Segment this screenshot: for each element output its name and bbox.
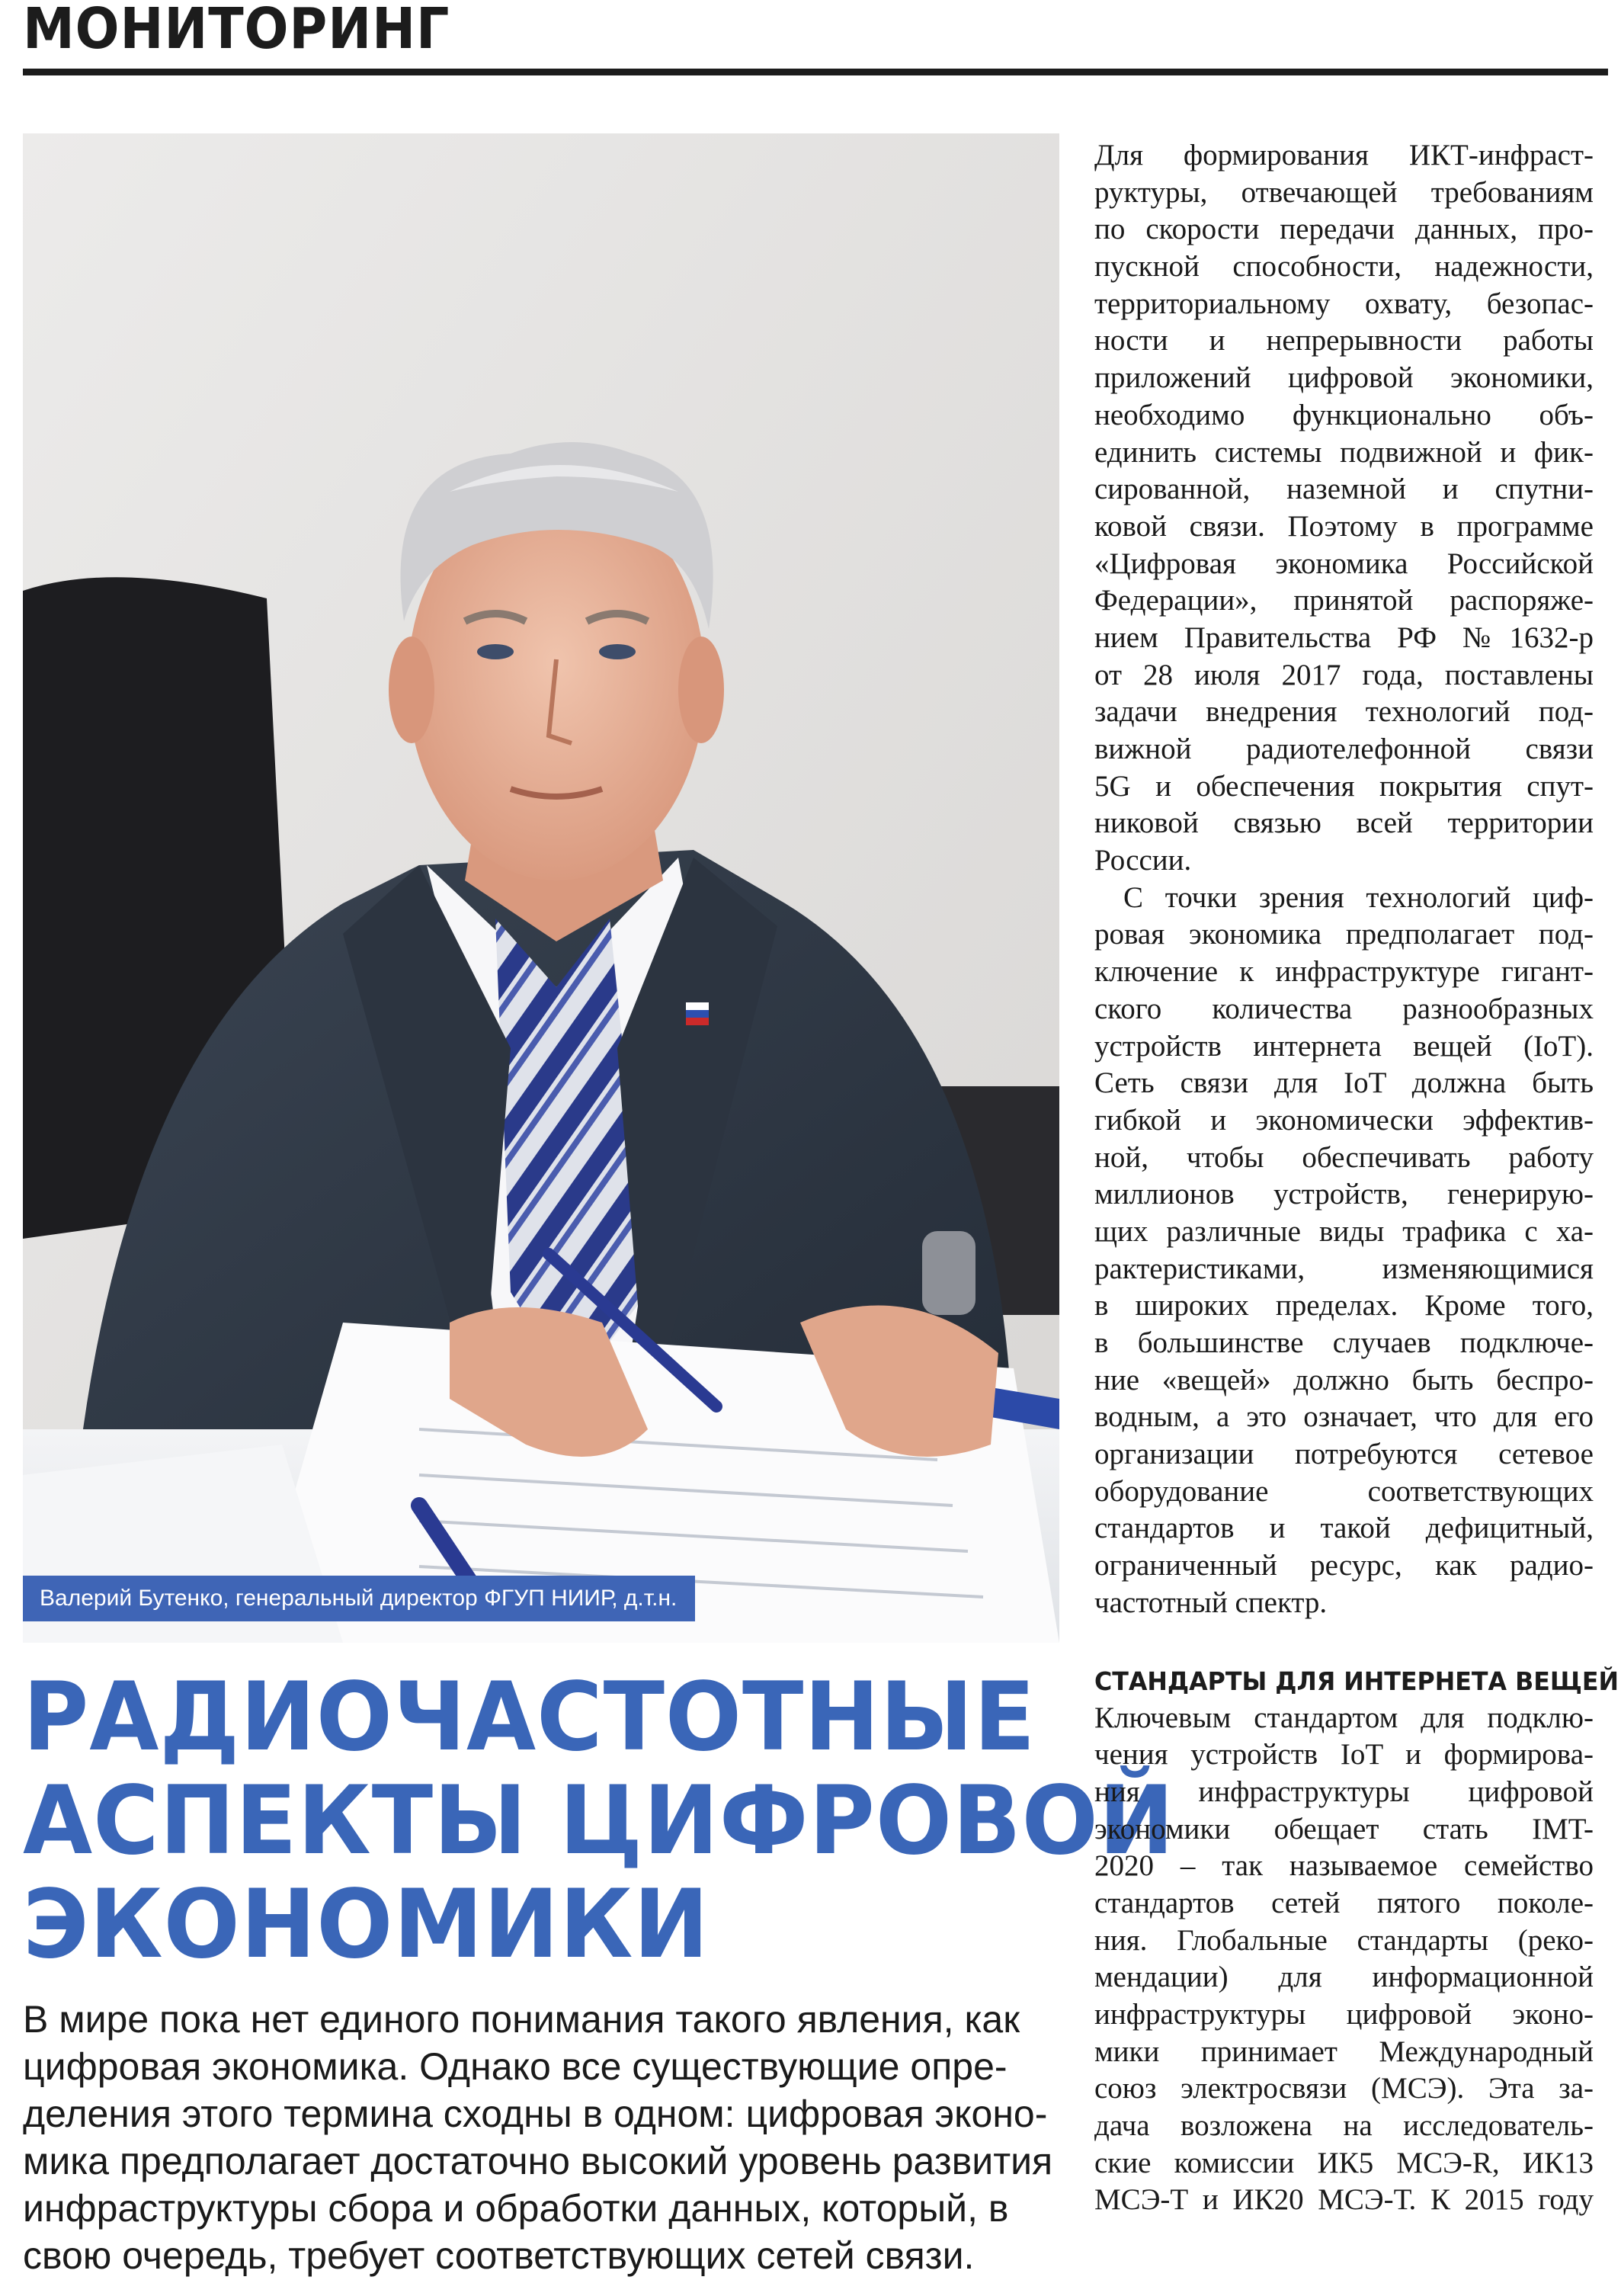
- body-line: экономики обещает стать IMT-: [1094, 1812, 1594, 1845]
- body-paragraph-1: [1094, 137, 1594, 880]
- body-line: союз электросвязи (МСЭ). Эта за-: [1094, 2072, 1594, 2105]
- body-line: мендации) для информационной: [1094, 1961, 1594, 1994]
- body-line: ского количества разнообразных: [1094, 992, 1594, 1025]
- portrait-photo: [23, 133, 1059, 1643]
- body-line: ной, чтобы обеспечивать работу: [1094, 1140, 1594, 1174]
- body-line: нием Правительства РФ №1632-р: [1094, 620, 1594, 654]
- body-line: мики принимает Международный: [1094, 2035, 1594, 2068]
- body-line: вижной радиотелефонной связи: [1094, 733, 1594, 765]
- body-line: частотный спектр.: [1094, 1586, 1328, 1619]
- body-line: ские комиссии ИК5 МСЭ-R, ИК13: [1094, 2146, 1594, 2179]
- body-line: Для формирования ИКТ-инфраст-: [1094, 139, 1594, 172]
- body-line: организации потребуются сетевое: [1094, 1438, 1594, 1471]
- section-rule: [23, 69, 1608, 75]
- lead-line: В мире пока нет единого понимания такого явления, как: [23, 1998, 1020, 2041]
- body-line: Сеть связи для IoT должна быть: [1094, 1066, 1594, 1100]
- body-line: миллионов устройств, генерирую-: [1094, 1178, 1594, 1211]
- body-line: гибкой и экономически эффектив-: [1094, 1103, 1594, 1137]
- lead-line: цифровая экономика. Однако все существующие опре-: [23, 2045, 1008, 2088]
- body-line: ния инфраструктуры цифровой: [1094, 1775, 1594, 1808]
- body-line: щих различные виды трафика с ха-: [1094, 1214, 1594, 1248]
- body-line: ния. Глобальные стандарты (реко-: [1094, 1923, 1594, 1957]
- section-header: [23, 0, 1608, 80]
- lead-line: мика предполагает достаточно высокий уровень развития: [23, 2140, 1053, 2182]
- lead-paragraph: [23, 1996, 1052, 2279]
- portrait-illustration: [23, 133, 1059, 1643]
- body-line: МСЭ-Т и ИК20 МСЭ-Т. К 2015 году: [1094, 2183, 1594, 2217]
- body-line: инфраструктуры цифровой эконо-: [1094, 1998, 1594, 2031]
- body-line: ключение к инфраструктуре гигант-: [1094, 955, 1594, 989]
- body-line: ности и непрерывности работы: [1094, 324, 1594, 358]
- body-line: в большинстве случаев подключе-: [1094, 1326, 1594, 1359]
- body-line: никовой связью всей территории: [1094, 806, 1594, 840]
- body-paragraph-3: [1094, 1700, 1594, 2220]
- body-line: ние «вещей» должно быть беспро-: [1094, 1363, 1594, 1397]
- body-line: 2020 – так называемое семейство: [1094, 1849, 1594, 1883]
- body-line: приложений цифровой экономики,: [1094, 361, 1594, 395]
- section-title: МОНИТОРИНГ: [23, 0, 450, 62]
- photo-caption: Валерий Бутенко, генеральный директор ФГУП НИИР, д.т.н.: [40, 1586, 678, 1611]
- body-line: ковой связи. Поэтому в программе: [1094, 509, 1594, 543]
- body-line: Ключевым стандартом для подклю-: [1094, 1701, 1594, 1734]
- body-line: стандартов сетей пятого поколе-: [1094, 1886, 1594, 1919]
- body-line: задачи внедрения технологий под-: [1094, 695, 1594, 729]
- body-line: рактеристиками, изменяющимися: [1094, 1252, 1594, 1285]
- body-line: дача возложена на исследователь-: [1094, 2109, 1594, 2143]
- article-body-column: [1094, 137, 1619, 2219]
- article-headline: [23, 1663, 1175, 1980]
- body-line: Федерации», принятой распоряже-: [1094, 584, 1594, 617]
- body-line: ограниченный ресурс, как радио-: [1094, 1549, 1594, 1583]
- lead-line: инфраструктуры сбора и обработки данных, который, в: [23, 2187, 1009, 2230]
- body-line: стандартов и такой дефицитный,: [1094, 1512, 1594, 1545]
- headline-line: РАДИОЧАСТОТНЫЕ: [23, 1663, 1036, 1772]
- body-line: чения устройств IoT и формирова-: [1094, 1738, 1594, 1772]
- body-line: сированной, наземной и спутни-: [1094, 473, 1594, 506]
- headline-line: ЭКОНОМИКИ: [23, 1870, 710, 1980]
- body-line: С точки зрения технологий циф-: [1123, 880, 1594, 914]
- body-line: руктуры, отвечающей требованиям: [1094, 175, 1594, 209]
- body-line: территориальному охвату, безопас-: [1094, 287, 1594, 320]
- body-line: пускной способности, надежности,: [1094, 250, 1594, 284]
- lead-line: деления этого термина сходны в одном: цифровая эконо-: [23, 2092, 1048, 2135]
- body-line: устройств интернета вещей (IoT).: [1094, 1029, 1594, 1063]
- body-line: от 28 июля 2017 года, поставлены: [1094, 658, 1594, 691]
- section-subheading: СТАНДАРТЫ ДЛЯ ИНТЕРНЕТА ВЕЩЕЙ: [1094, 1666, 1619, 1696]
- body-line: необходимо функционально объ-: [1094, 398, 1594, 431]
- photo-caption-bar: [23, 1576, 695, 1621]
- body-line: единить системы подвижной и фик-: [1094, 435, 1594, 469]
- body-line: ровая экономика предполагает под-: [1094, 918, 1594, 951]
- body-line: России.: [1094, 844, 1192, 877]
- headline-line: АСПЕКТЫ ЦИФРОВОЙ: [23, 1766, 1175, 1876]
- body-paragraph-2: [1094, 880, 1594, 1622]
- body-line: по скорости передачи данных, про-: [1094, 213, 1594, 246]
- body-line: в широких пределах. Кроме того,: [1094, 1289, 1594, 1323]
- body-line: оборудование соответствующих: [1094, 1474, 1594, 1508]
- body-line: 5G и обеспечения покрытия спут-: [1094, 769, 1594, 803]
- body-line: «Цифровая экономика Российской: [1094, 547, 1594, 580]
- lead-line: свою очередь, требует соответствующих сетей связи.: [23, 2234, 975, 2277]
- body-line: водным, а это означает, что для его: [1094, 1400, 1594, 1434]
